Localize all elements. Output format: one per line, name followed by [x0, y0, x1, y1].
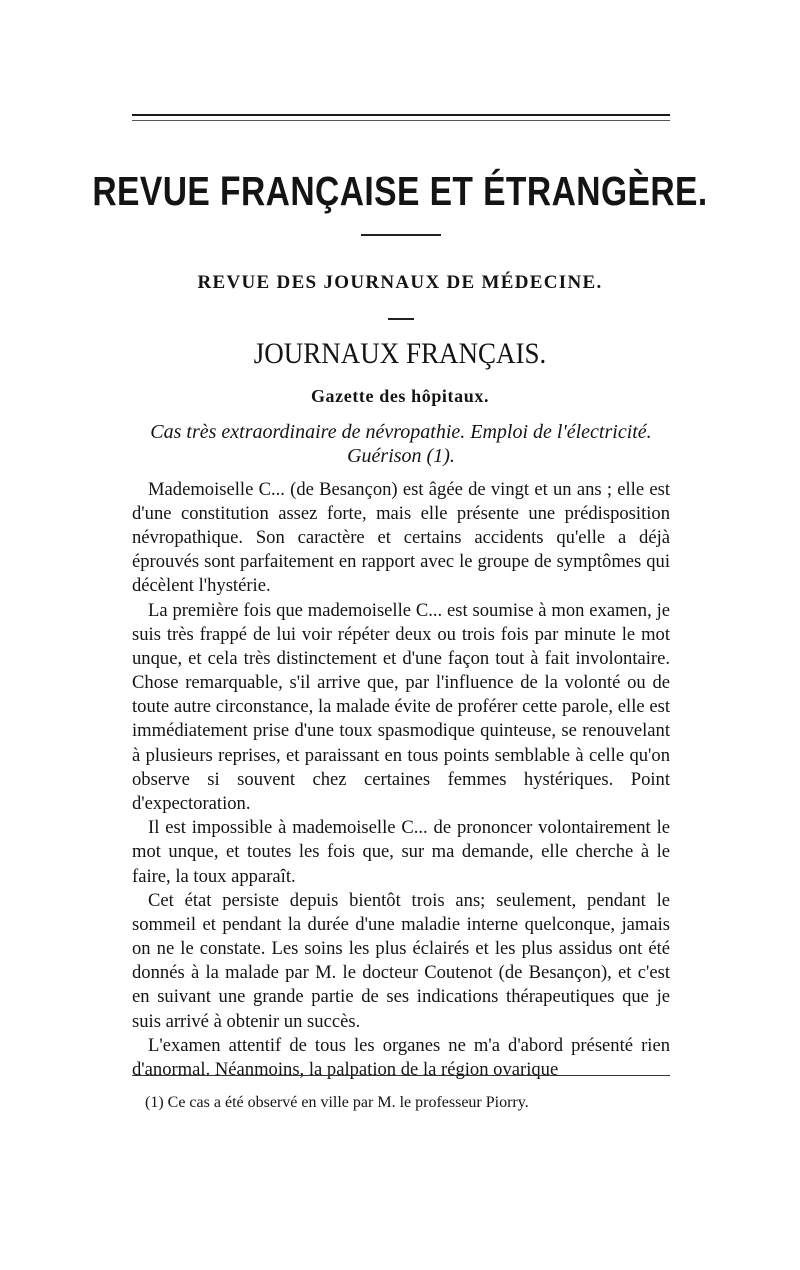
section-title: REVUE DES JOURNAUX DE MÉDECINE.	[197, 272, 603, 293]
top-rule	[132, 114, 670, 116]
top-rule-thin	[132, 120, 670, 121]
case-title: Cas très extraordinaire de névropathie. Emploi de l'électricité. Guérison (1).	[150, 421, 652, 467]
section-divider	[388, 318, 414, 320]
title-divider	[361, 234, 441, 236]
footnote-rule	[132, 1075, 670, 1076]
paragraph-4: Cet état persiste depuis bientôt trois ans; seulement, pendant le sommeil et pendant la durée d'une maladie interne quelconque, jamais on ne le constate. Les soins les plus éclairés et les plus assidus ont été donnés à la malade par M. le docteur Coutenot (de Besançon), et c'est en suivant une grande partie de ses indications thérapeutiques que je suis arrivé à obtenir un succès.	[132, 890, 670, 1032]
paragraph-5: L'examen attentif de tous les organes ne m'a d'abord présenté rien d'anormal. Néanmoins, la palpation de la région ovarique	[132, 1035, 670, 1081]
journal-name: Gazette des hôpitaux.	[310, 386, 490, 406]
paragraph-1: Mademoiselle C... (de Besançon) est âgée de vingt et un ans ; elle est d'une constitution assez forte, mais elle présente une prédisposition névropathique. Son caractère et certains accidents qu'elle a déjà éprouvés sont parfaitement en rapport avec le groupe de symptômes qui décèlent l'hystérie.	[132, 479, 670, 597]
paragraph-3: Il est impossible à mademoiselle C... de prononcer volontairement le mot unque, et toutes les fois que, sur ma demande, elle cherche à le faire, la toux apparaît.	[132, 817, 670, 887]
body-text	[132, 478, 670, 1083]
footnote: (1) Ce cas a été observé en ville par M. le professeur Piorry.	[145, 1094, 529, 1111]
paragraph-2: La première fois que mademoiselle C... est soumise à mon examen, je suis très frappé de lui voir répéter deux ou trois fois par minute le mot unque, et cela très distinctement et d'une façon tout à fait involontaire. Chose remarquable, s'il arrive que, par l'influence de la volonté ou de toute autre circonstance, la malade évite de proférer cette parole, elle est immédiatement prise d'une toux spasmodique quinteuse, se renouvelant à plusieurs reprises, et paraissant en tous points semblable à celle qu'on observe si souvent chez certaines femmes hystériques. Point d'expectoration.	[132, 599, 670, 814]
subsection-title: JOURNAUX FRANÇAIS.	[253, 337, 547, 370]
main-title: REVUE FRANÇAISE ET ÉTRANGÈRE.	[92, 168, 708, 214]
